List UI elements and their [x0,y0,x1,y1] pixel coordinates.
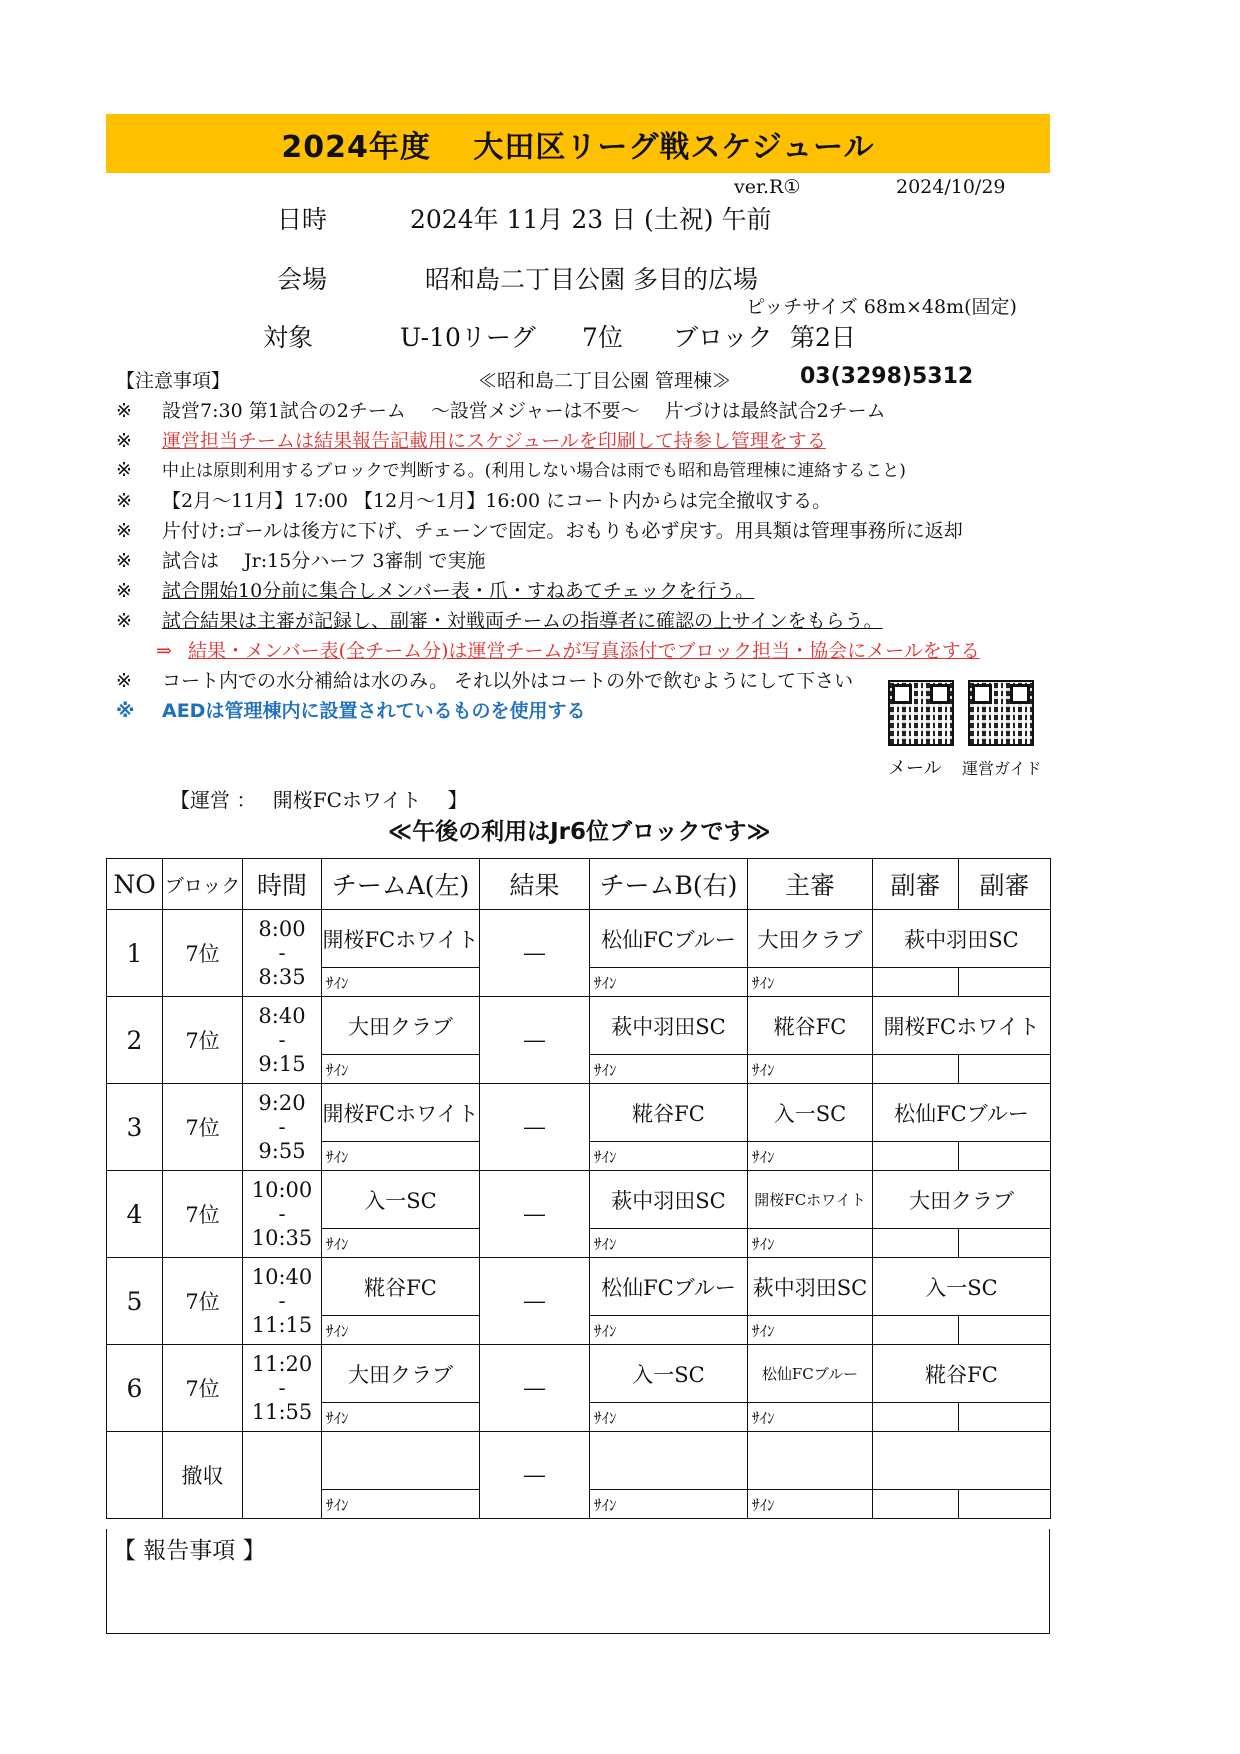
withdraw-team-a-sign[interactable]: ｻｲﾝ [322,1490,480,1519]
match-start-time: 10:00 [251,1178,313,1202]
header-assistant-2: 副審 [959,859,1051,910]
referee-cell: 糀谷FC [748,997,873,1055]
header-no: NO [107,859,163,910]
note-2: ※ 運営担当チームは結果報告記載用にスケジュールを印刷して持参し管理をする [116,430,826,452]
referee-cell: 大田クラブ [748,910,873,968]
contact-phone: 03(3298)5312 [800,364,974,389]
assistant-cell: 萩中羽田SC [873,910,1051,968]
team-b-cell: 萩中羽田SC [590,997,748,1055]
match-time [243,1345,322,1432]
venue-label: 会場 [277,265,328,294]
referee-cell: 萩中羽田SC [748,1258,873,1316]
team-b-cell: 糀谷FC [590,1084,748,1142]
match-no: 4 [107,1171,163,1258]
withdraw-team-b-sign[interactable]: ｻｲﾝ [590,1490,748,1519]
withdraw-team-a [322,1432,480,1490]
team-a-cell: 糀谷FC [322,1258,480,1316]
note-3: ※ 中止は原則利用するブロックで判断する。(利用しない場合は雨でも昭和島管理棟に連絡すること) [116,459,906,481]
team-a-sign[interactable]: ｻｲﾝ [322,1055,480,1084]
team-b-cell: 萩中羽田SC [590,1171,748,1229]
assistant-1-sign[interactable] [873,1055,959,1084]
assistant-1-sign[interactable] [873,1403,959,1432]
referee-cell: 開桜FCホワイト [748,1171,873,1229]
match-block: 7位 [163,1171,243,1258]
header-team-b: チームB(右) [590,859,748,910]
time-dash: - [278,1289,286,1313]
match-start-time: 8:40 [258,1004,306,1028]
match-block: 7位 [163,1345,243,1432]
qr-code-guide-icon[interactable] [968,680,1034,746]
match-block: 7位 [163,910,243,997]
result-cell[interactable]: ― [480,1171,590,1258]
team-a-sign[interactable]: ｻｲﾝ [322,1316,480,1345]
assistant-cell: 糀谷FC [873,1345,1051,1403]
time-dash: - [278,1202,286,1226]
target-block: ブロック [673,323,773,352]
header-time: 時間 [243,859,322,910]
match-block: 7位 [163,1258,243,1345]
match-start-time: 11:20 [251,1352,313,1376]
referee-sign[interactable]: ｻｲﾝ [748,968,873,997]
afternoon-note: ≪午後の利用はJr6位ブロックです≫ [388,819,771,845]
withdraw-assistant-1-sign[interactable] [873,1490,959,1519]
header-referee: 主審 [748,859,873,910]
table-header-row [107,859,1051,910]
team-a-sign[interactable]: ｻｲﾝ [322,968,480,997]
withdraw-team-b [590,1432,748,1490]
withdraw-time [243,1432,322,1519]
team-b-sign[interactable]: ｻｲﾝ [590,1142,748,1171]
assistant-1-sign[interactable] [873,1142,959,1171]
match-block: 7位 [163,997,243,1084]
assistant-cell: 開桜FCホワイト [873,997,1051,1055]
match-start-time: 10:40 [251,1265,313,1289]
match-end-time: 11:15 [251,1313,313,1337]
match-row [107,1171,1051,1229]
match-no: 6 [107,1345,163,1432]
match-time [243,1084,322,1171]
time-dash: - [278,941,286,965]
assistant-2-sign[interactable] [959,1142,1051,1171]
team-a-sign[interactable]: ｻｲﾝ [322,1142,480,1171]
match-row [107,910,1051,968]
assistant-2-sign[interactable] [959,968,1051,997]
contact-place: ≪昭和島二丁目公園 管理棟≫ [478,370,732,392]
team-a-cell: 大田クラブ [322,997,480,1055]
qr-label-mail: メール [888,758,942,779]
match-row [107,1345,1051,1403]
target-rank: 7位 [582,323,623,352]
match-end-time: 10:35 [251,1226,313,1250]
match-row [107,1084,1051,1142]
note-8: ※ 試合結果は主審が記録し、副審・対戦両チームの指導者に確認の上サインをもらう。 [116,610,883,632]
team-a-cell: 大田クラブ [322,1345,480,1403]
assistant-1-sign[interactable] [873,1229,959,1258]
date-label: 日時 [277,205,328,234]
withdraw-assistant-2-sign[interactable] [959,1490,1051,1519]
match-no: 2 [107,997,163,1084]
assistant-2-sign[interactable] [959,1403,1051,1432]
result-cell[interactable]: ― [480,1345,590,1432]
assistant-cell: 松仙FCブルー [873,1084,1051,1142]
withdraw-assistant [873,1432,1051,1490]
match-end-time: 11:55 [251,1400,313,1424]
withdraw-row [107,1432,1051,1490]
withdraw-no [107,1432,163,1519]
match-start-time: 9:20 [258,1091,306,1115]
team-a-cell: 開桜FCホワイト [322,1084,480,1142]
header-assistant-1: 副審 [873,859,959,910]
team-b-sign[interactable]: ｻｲﾝ [590,1316,748,1345]
referee-cell: 入一SC [748,1084,873,1142]
match-time [243,910,322,997]
header-team-a: チームA(左) [322,859,480,910]
header-block: ブロック [163,859,243,910]
target-label: 対象 [263,323,314,352]
team-a-cell: 開桜FCホワイト [322,910,480,968]
result-cell[interactable]: ― [480,1084,590,1171]
team-b-cell: 入一SC [590,1345,748,1403]
note-10: ※ コート内での水分補給は水のみ。 それ以外はコートの外で飲むようにして下さい [116,670,854,692]
note-9: ⇒ 結果・メンバー表(全チーム分)は運営チームが写真添付でブロック担当・協会にメールをする [156,640,980,662]
withdraw-label: 撤収 [163,1432,243,1519]
team-b-sign[interactable]: ｻｲﾝ [590,1229,748,1258]
referee-sign[interactable]: ｻｲﾝ [748,1229,873,1258]
referee-sign[interactable]: ｻｲﾝ [748,1142,873,1171]
assistant-1-sign[interactable] [873,1316,959,1345]
result-cell[interactable]: ― [480,997,590,1084]
team-b-cell: 松仙FCブルー [590,1258,748,1316]
target-day: 第2日 [790,323,856,352]
note-11: ※ AEDは管理棟内に設置されているものを使用する [116,700,586,722]
withdraw-referee [748,1432,873,1490]
result-cell[interactable]: ― [480,910,590,997]
report-box[interactable] [106,1529,1050,1634]
time-dash: - [278,1376,286,1400]
assistant-cell: 大田クラブ [873,1171,1051,1229]
note-4: ※ 【2月～11月】17:00 【12月～1月】16:00 にコート内からは完全撤収する。 [116,490,832,512]
time-dash: - [278,1028,286,1052]
match-time [243,1171,322,1258]
match-row [107,1258,1051,1316]
referee-sign[interactable]: ｻｲﾝ [748,1316,873,1345]
team-a-cell: 入一SC [322,1171,480,1229]
withdraw-result[interactable]: ― [480,1432,590,1519]
result-cell[interactable]: ― [480,1258,590,1345]
version-label: ver.R① [734,176,801,198]
match-row [107,997,1051,1055]
team-a-sign[interactable]: ｻｲﾝ [322,1403,480,1432]
match-block: 7位 [163,1084,243,1171]
assistant-2-sign[interactable] [959,1316,1051,1345]
pitch-size: ピッチサイズ 68m×48m(固定) [746,296,1017,318]
operator-label: 【運営 ： 開桜FCホワイト 】 [170,788,468,812]
referee-sign[interactable]: ｻｲﾝ [748,1055,873,1084]
report-label: 【 報告事項 】 [113,1538,266,1564]
assistant-2-sign[interactable] [959,1229,1051,1258]
date-value: 2024年 11月 23 日 (土祝) 午前 [410,205,772,234]
team-a-sign[interactable]: ｻｲﾝ [322,1229,480,1258]
referee-sign[interactable]: ｻｲﾝ [748,1403,873,1432]
target-league: U-10リーグ [400,323,536,352]
note-5: ※ 片付け:ゴールは後方に下げ、チェーンで固定。おもりも必ず戻す。用具類は管理事務所に返却 [116,520,963,542]
team-b-sign[interactable]: ｻｲﾝ [590,968,748,997]
notes-header: 【注意事項】 [116,370,231,392]
match-time [243,1258,322,1345]
match-end-time: 9:55 [258,1139,306,1163]
referee-cell: 松仙FCブルー [748,1345,873,1403]
note-7: ※ 試合開始10分前に集合しメンバー表・爪・すねあてチェックを行う。 [116,580,755,602]
assistant-1-sign[interactable] [873,968,959,997]
assistant-2-sign[interactable] [959,1055,1051,1084]
match-start-time: 8:00 [258,917,306,941]
match-time [243,997,322,1084]
qr-label-guide: 運営ガイド [962,759,1042,778]
venue-value: 昭和島二丁目公園 多目的広場 [425,265,758,294]
page-title: 2024年度 大田区リーグ戦スケジュール [281,129,875,165]
team-b-sign[interactable]: ｻｲﾝ [590,1403,748,1432]
issue-date: 2024/10/29 [896,176,1006,198]
note-6: ※ 試合は Jr:15分ハーフ 3審制 で実施 [116,550,486,572]
team-b-sign[interactable]: ｻｲﾝ [590,1055,748,1084]
match-end-time: 9:15 [258,1052,306,1076]
team-b-cell: 松仙FCブルー [590,910,748,968]
title-bar [106,114,1050,173]
match-no: 3 [107,1084,163,1171]
match-no: 1 [107,910,163,997]
assistant-cell: 入一SC [873,1258,1051,1316]
note-1: ※ 設営7:30 第1試合の2チーム ～設営メジャーは不要～ 片づけは最終試合2チーム [116,400,886,422]
time-dash: - [278,1115,286,1139]
match-no: 5 [107,1258,163,1345]
match-end-time: 8:35 [258,965,306,989]
withdraw-referee-sign[interactable]: ｻｲﾝ [748,1490,873,1519]
schedule-table [106,858,1051,1519]
qr-code-mail-icon[interactable] [888,680,954,746]
header-result: 結果 [480,859,590,910]
